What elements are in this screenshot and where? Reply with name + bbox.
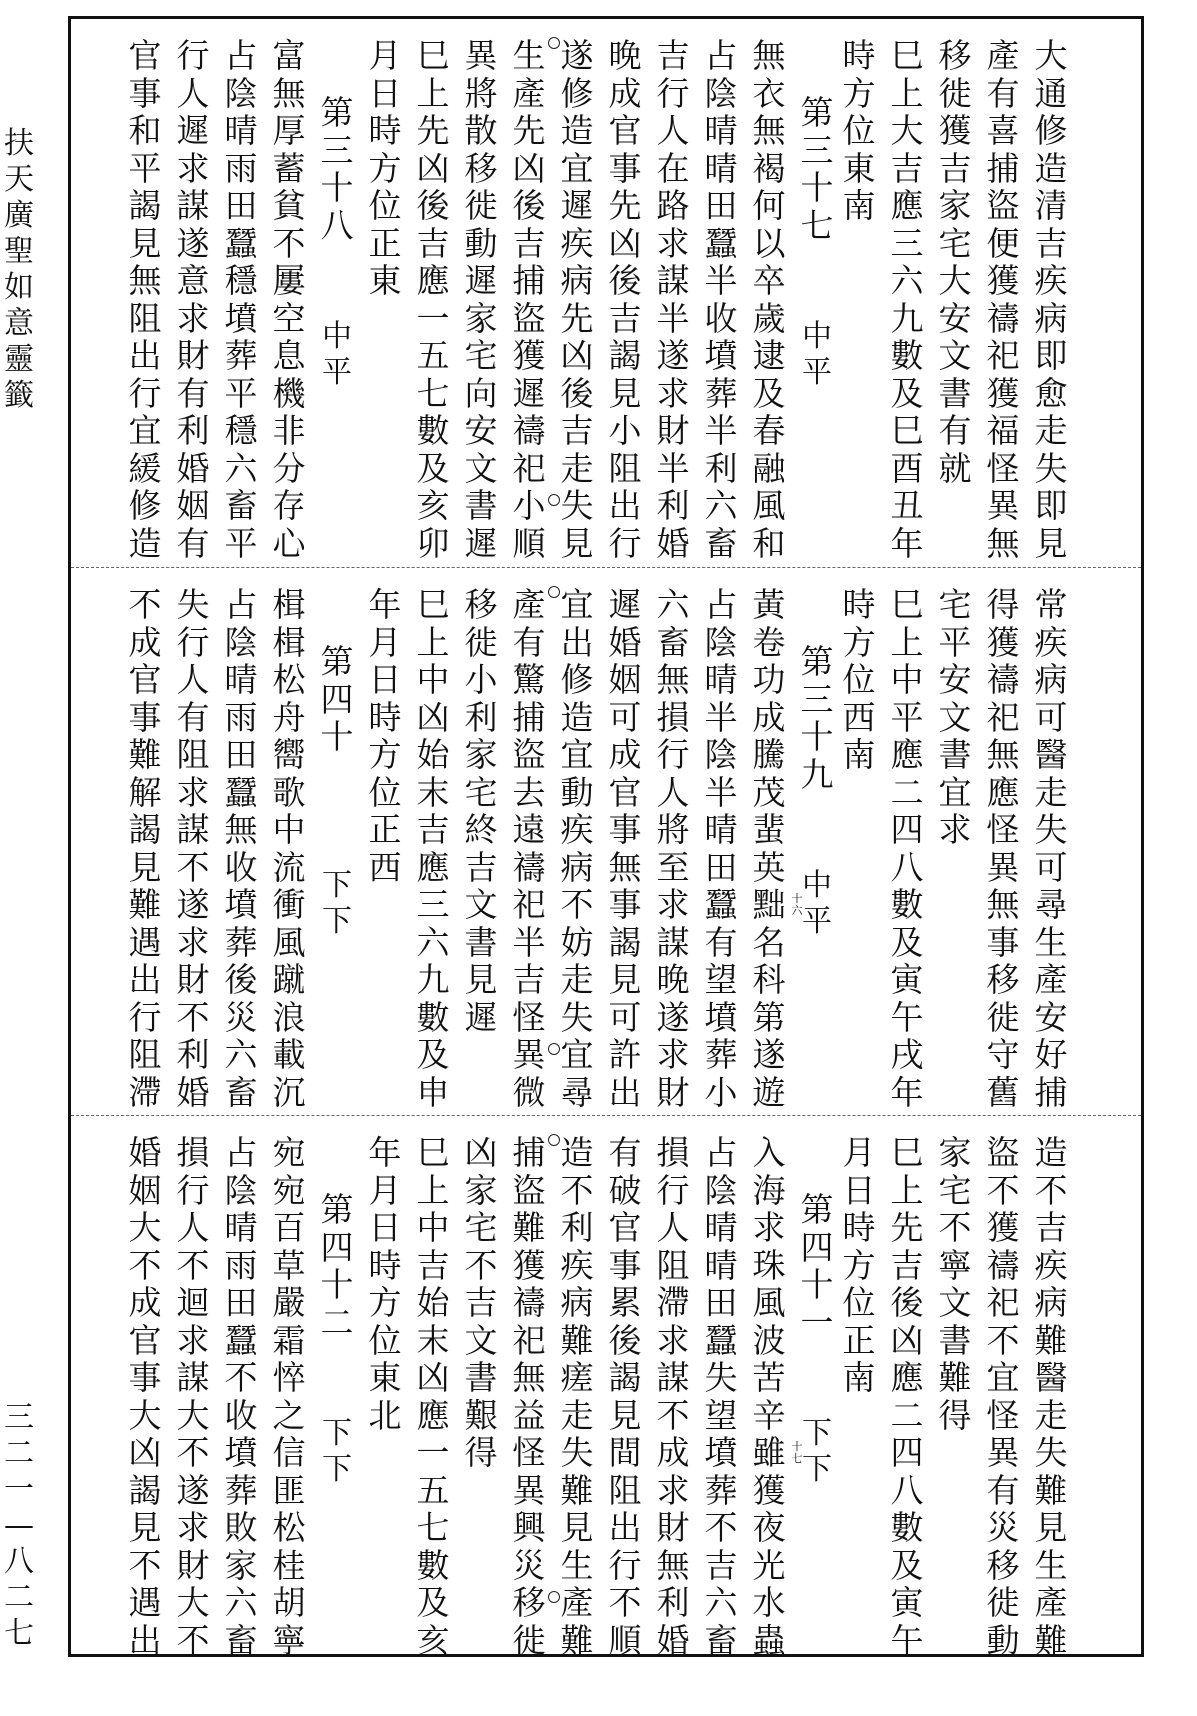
text-column: 宅平安文書宜求 xyxy=(938,586,972,849)
text-column: 第三十七 xyxy=(800,94,834,245)
band-sign-41-42 xyxy=(71,1115,1141,1661)
text-column: 遂修造宜遲疾病先凶後吉走失見 xyxy=(560,37,594,562)
text-column: 占陰晴雨田蠶無收墳葬後災六畜 xyxy=(224,586,258,1111)
text-column: 得獲禱祀無應怪異無事移徙守舊 xyxy=(986,586,1020,1111)
text-column: 占陰晴雨田蠶穩墳葬平穩六畜平 xyxy=(224,37,258,562)
band-sign-37-38 xyxy=(71,19,1141,564)
text-column: 移徙獲吉家宅大安文書有就 xyxy=(938,37,972,488)
text-column: 盜不獲禱祀不宜怪異有災移徙動 xyxy=(986,1134,1020,1659)
sign-rating: 下下 xyxy=(322,1416,352,1487)
text-column: 損行人阻滯求謀不成求財無利婚 xyxy=(656,1134,690,1659)
punctuation-circle xyxy=(548,1134,560,1146)
text-column: 第四十一 xyxy=(800,1191,834,1342)
sign-rating: 中平 xyxy=(802,868,832,939)
punctuation-circle xyxy=(548,37,560,49)
marginal-mark: 十六 xyxy=(791,892,803,917)
text-column: 月日時方位正東 xyxy=(368,37,402,300)
text-column: 占陰晴晴田蠶失望墳葬不吉六畜 xyxy=(704,1134,738,1659)
text-column: 富無厚蓄 貧不屢空 息機非分 存心 xyxy=(272,37,306,562)
text-column: 占陰晴半陰半晴田蠶有望墳葬小 xyxy=(704,586,738,1111)
punctuation-circle xyxy=(548,494,560,506)
sign-rating: 中平 xyxy=(322,319,352,390)
punctuation-circle xyxy=(548,1043,560,1055)
text-column: 常疾病可醫走失可尋生產安好捕 xyxy=(1034,586,1068,1111)
text-column: 凶家宅不吉文書艱得 xyxy=(464,1134,498,1472)
text-column: 第四十 xyxy=(320,643,354,756)
text-column: 移徙小利家宅終吉文書見遲 xyxy=(464,586,498,1037)
text-column: 造不吉疾病難醫走失難見生產難 xyxy=(1034,1134,1068,1659)
text-column: 巳上先凶後吉應一五七數及亥卯 xyxy=(416,37,450,562)
sign-rating: 下下 xyxy=(322,868,352,939)
punctuation-circle xyxy=(548,1591,560,1603)
text-column: 六畜無損行人將至求謀晚遂求財 xyxy=(656,586,690,1111)
text-column: 占陰晴晴田蠶半收墳葬半利六畜 xyxy=(704,37,738,562)
text-column: 宛宛百草 嚴霜悴之 信匪松桂 胡寧 xyxy=(272,1134,306,1659)
text-column: 捕盜難獲禱祀無益怪異興災移徙 xyxy=(512,1134,546,1659)
text-column: 吉行人在路求謀半遂求財半利婚 xyxy=(656,37,690,562)
punctuation-circle xyxy=(548,586,560,598)
text-column: 生產先凶後吉捕盜獲遲禱祀小順 xyxy=(512,37,546,562)
text-column: 年月日時方位東北 xyxy=(368,1134,402,1435)
text-column: 產有驚捕盜去遠禱祀半吉怪異微 xyxy=(512,586,546,1111)
text-column: 黃卷功成 騰茂蜚英 黜名科第 遂遊 xyxy=(752,586,786,1111)
sign-rating: 下下 xyxy=(802,1416,832,1487)
text-column: 巳上中吉始末凶應一五七數及亥 xyxy=(416,1134,450,1659)
text-column: 產有喜捕盜便獲禱祀獲福怪異無 xyxy=(986,37,1020,562)
text-column: 巳上中凶始末吉應三六九數及申 xyxy=(416,586,450,1111)
text-column: 宜出修造宜動疾病不妨走失宜尋 xyxy=(560,586,594,1111)
text-column: 巳上大吉應三六九數及巳酉丑年 xyxy=(890,37,924,562)
text-column: 官事和平謁見無阻出行宜緩修造 xyxy=(128,37,162,562)
text-column: 年月日時方位正西 xyxy=(368,586,402,887)
text-column: 損行人不迴求謀大不遂求財大不 xyxy=(176,1134,210,1659)
book-title: 扶天廣聖如意靈籤 xyxy=(4,126,34,413)
text-column: 時方位東南 xyxy=(842,37,876,225)
text-column: 占陰晴雨田蠶不收墳葬敗家六畜 xyxy=(224,1134,258,1659)
text-column: 婚姻大不成官事大凶謁見不遇出 xyxy=(128,1134,162,1659)
text-column: 造不利疾病難瘥走失難見生產難 xyxy=(560,1134,594,1659)
text-column: 大通修造清吉疾病即愈走失即見 xyxy=(1034,37,1068,562)
sign-rating: 中平 xyxy=(802,319,832,390)
text-column: 第四十二 xyxy=(320,1191,354,1342)
text-column: 不成官事難解謁見難遇出行阻滯 xyxy=(128,586,162,1111)
text-column: 第三十九 xyxy=(800,643,834,794)
marginal-mark: 十七 xyxy=(791,1440,803,1465)
text-column: 入海求珠 風波苦辛 雖獲夜光 水蟲 xyxy=(752,1134,786,1659)
text-column: 無衣無褐 何以卒歲 逮及春融 風和 xyxy=(752,37,786,562)
page-frame xyxy=(68,16,1144,1657)
text-column: 行人遲求謀遂意求財有利婚姻有 xyxy=(176,37,210,562)
text-column: 晚成官事先凶後吉謁見小阻出行 xyxy=(608,37,642,562)
band-sign-39-40 xyxy=(71,567,1141,1113)
text-column: 楫楫松舟 嚮歌中流 衝風蹴浪 載沉 xyxy=(272,586,306,1111)
text-column: 異將散移徙動遲家宅向安文書遲 xyxy=(464,37,498,562)
text-column: 失行人有阻求謀不遂求財不利婚 xyxy=(176,586,210,1111)
text-column: 月日時方位正南 xyxy=(842,1134,876,1397)
text-column: 巳上先吉後凶應二四八數及寅午 xyxy=(890,1134,924,1659)
text-column: 巳上中平應二四八數及寅午戌年 xyxy=(890,586,924,1111)
page-number: 三二一—八二七 xyxy=(4,1400,34,1651)
text-column: 有破官事累後謁見間阻出行不順 xyxy=(608,1134,642,1659)
text-column: 遲婚姻可成官事無事謁見可許出 xyxy=(608,586,642,1111)
text-column: 第三十八 xyxy=(320,94,354,245)
text-column: 時方位西南 xyxy=(842,586,876,774)
text-column: 家宅不寧文書難得 xyxy=(938,1134,972,1435)
